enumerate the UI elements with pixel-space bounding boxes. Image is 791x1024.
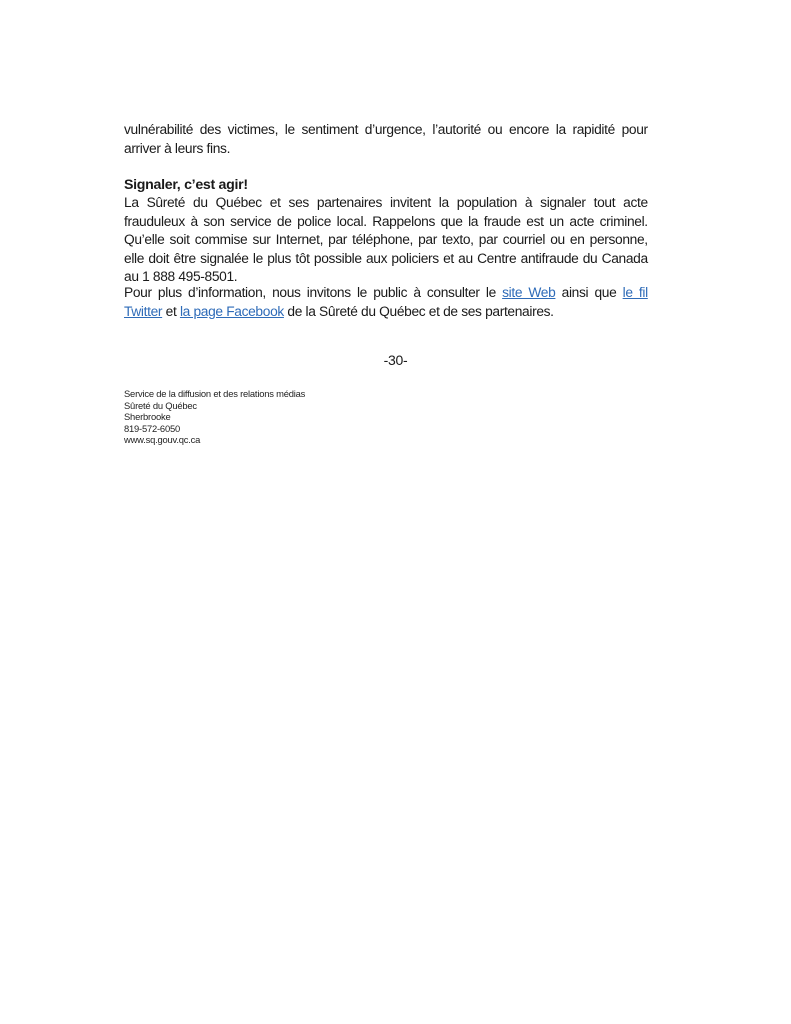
contact-city: Sherbrooke <box>124 411 171 423</box>
contact-department: Service de la diffusion et des relations médias <box>124 388 306 399</box>
paragraph-report-fraud: La Sûreté du Québec et ses partenaires invitent la population à signaler tout acte frauduleux à son service de police local. Rappelons que la fraude est un acte criminel. Qu’elle soit commise sur Internet, par téléphone, par texto, par courriel ou en personne, elle doit être signalée le plus tôt possible aux policiers et au Centre antifraude du Canada au 1 888 495-8501. <box>124 195 648 285</box>
contact-block <box>124 388 305 446</box>
more-info-text-4: de la Sûreté du Québec et de ses partenaires. <box>283 303 554 320</box>
facebook-link[interactable]: la page Facebook <box>179 303 284 320</box>
contact-organization: Sûreté du Québec <box>124 399 197 411</box>
contact-phone: 819-572-6050 <box>124 422 180 434</box>
more-info-text-2: ainsi que <box>555 285 623 301</box>
more-info-text-3: et <box>162 303 180 320</box>
end-marker: -30- <box>383 352 408 368</box>
twitter-link[interactable]: le fil Twitter <box>124 285 648 320</box>
paragraph-victims: vulnérabilité des victimes, le sentiment d’urgence, l’autorité ou encore la rapidité pour arriver à leurs fins. <box>124 122 648 157</box>
section-heading: Signaler, c’est agir! <box>124 177 248 193</box>
website-link[interactable]: site Web <box>502 285 556 301</box>
more-info-text-1: Pour plus d’information, nous invitons le public à consulter le <box>124 285 503 301</box>
contact-website: www.sq.gouv.qc.ca <box>124 434 201 446</box>
paragraph-more-info <box>124 284 648 321</box>
